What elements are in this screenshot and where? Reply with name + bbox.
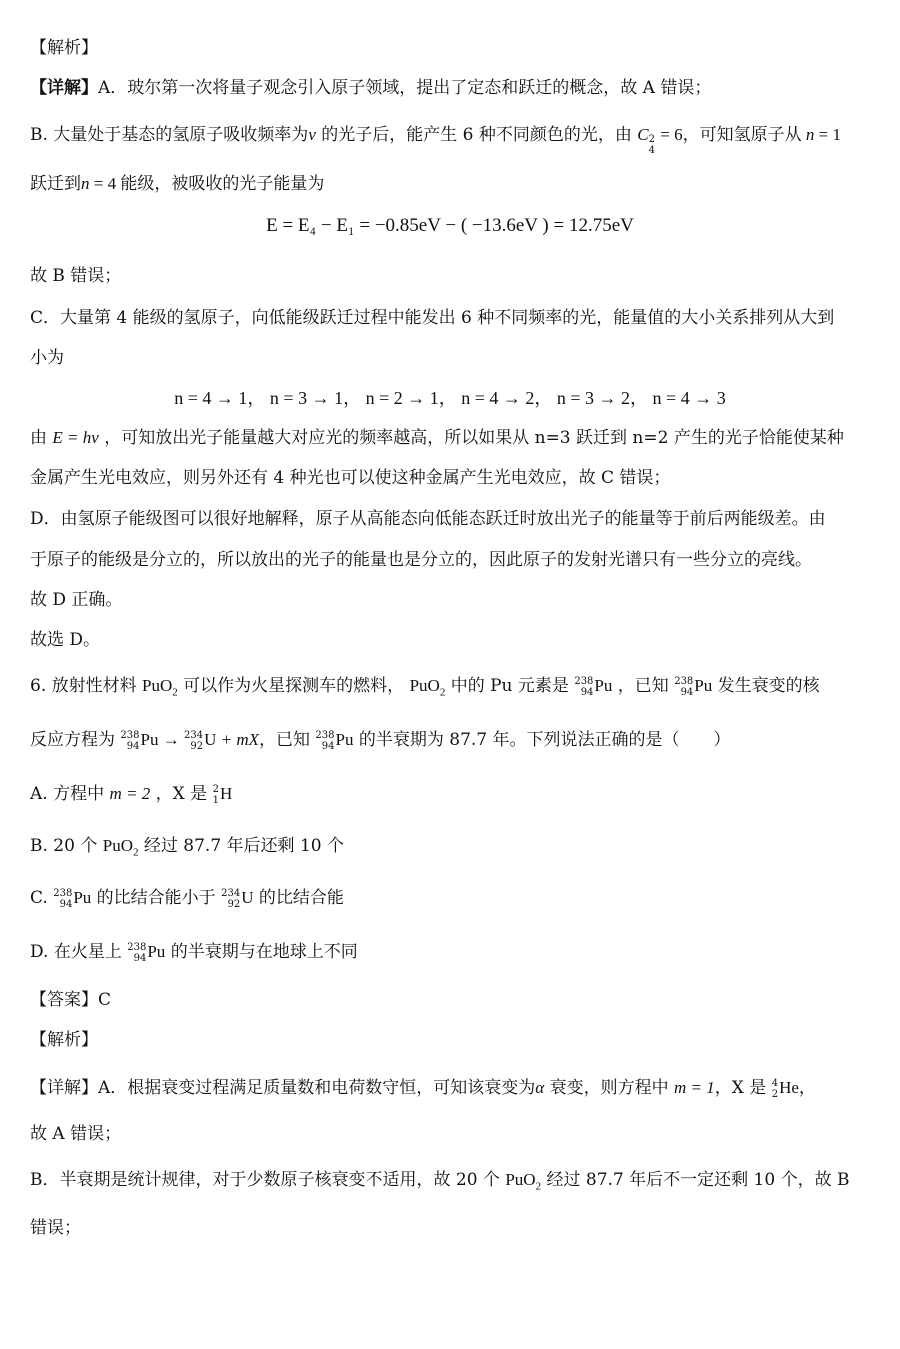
alpha-symbol: α <box>535 1078 545 1097</box>
detail-c-line4: 金属产生光电效应，则另外还有 4 种光也可以使这种金属产生光电效应，故 C 错误； <box>30 468 671 488</box>
question-6-line2: 反应方程为 238 94 Pu → 234 92 U + mX，已知 238 94 Pu 的半衰期为 87.7 年。下列说法正确的是（ ） <box>30 729 731 752</box>
detail-c-line3: 由 E = hν ，可知放出光子能量越大对应光的频率越高，所以如果从 n=3 跃迁到 n=2 产生的光子恰能使某种 <box>30 428 844 448</box>
detail-a <box>30 76 870 100</box>
detail-d-line2: 于原子的能级是分立的，所以放出的光子的能量也是分立的，因此原子的发射光谱只有一些分立的亮线。 <box>30 550 812 570</box>
detail-c-line2: 小为 <box>30 348 64 368</box>
option-c: C. 238 94 Pu 的比结合能小于 234 92 U 的比结合能 <box>30 887 344 910</box>
combination-symbol: C <box>637 125 649 144</box>
detail-b-line1 <box>30 123 870 156</box>
detail-prefix: 【详解】 <box>30 78 98 98</box>
formula-puo2: PuO$_2$ <box>142 676 178 699</box>
question-6-line1: 6. 放射性材料 PuO$_2$ 可以作为火星探测车的燃料， PuO$_2$ 中的 Pu 元素是 238 94 Pu ，已知 238 94 Pu 发生衰变的核 <box>30 675 820 699</box>
option-a: A. 方程中 m = 2 ，X 是 2 1 H <box>30 783 233 806</box>
detail-2-b-line2: 错误； <box>30 1218 81 1238</box>
option-d: D. 在火星上 238 94 Pu 的半衰期与在地球上不同 <box>30 941 358 964</box>
nu-symbol: ν <box>308 125 316 144</box>
text: 的光子后，能产生 6 种不同颜色的光，由 <box>315 125 638 145</box>
combination-indices: 2 4 <box>648 134 656 156</box>
n-symbol: n <box>805 125 815 144</box>
detail-2-a-line2: 故 A 错误； <box>30 1124 122 1144</box>
detail-d-line1: D．由氢原子能级图可以很好地解释，原子从高能态向低能态跃迁时放出光子的能量等于前后两能级差。由 <box>30 509 826 529</box>
detail-d-line3: 故 D 正确。 <box>30 590 123 610</box>
detail-b-line2: 跃迁到n = 4 能级，被吸收的光子能量为 <box>30 174 325 194</box>
planck-equation: E = hν <box>52 428 99 447</box>
final-choice: 故选 D。 <box>30 630 101 650</box>
analysis-tag: 【解析】 <box>30 38 98 58</box>
text: = 6，可知氢原子从 <box>656 125 806 144</box>
pu-isotope-indices: 238 94 <box>574 675 594 698</box>
answer-line: 【答案】C <box>30 990 112 1010</box>
detail-2-b-line1: B．半衰期是统计规律，对于少数原子核衰变不适用，故 20 个 PuO$_2$ 经过 87.7 年后不一定还剩 10 个，故 B <box>30 1170 850 1193</box>
detail-c-line1: C．大量第 4 能级的氢原子，向低能级跃迁过程中能发出 6 种不同频率的光，能量值的大小关系排列从大到 <box>30 308 835 328</box>
detail-2-a-line1: 【详解】A．根据衰变过程满足质量数和电荷数守恒，可知该衰变为α 衰变，则方程中 m = 1，X 是 4 2 He， <box>30 1077 816 1100</box>
transition-sequence: n = 4 → 1， n = 3 → 1， n = 2 → 1， n = 4 → 2， n = 3 → 2， n = 4 → 3 <box>174 388 726 408</box>
option-b: B. 20 个 PuO$_2$ 经过 87.7 年后还剩 10 个 <box>30 836 344 859</box>
analysis-tag-2: 【解析】 <box>30 1030 98 1050</box>
option-a-explanation: A．玻尔第一次将量子观念引入原子领域，提出了定态和跃迁的概念，故 A 错误； <box>98 78 712 98</box>
text: B. 大量处于基态的氢原子吸收频率为 <box>30 125 309 145</box>
energy-equation: E = E₄ − E₁ = −0.85eV − ( −13.6eV ) = 12.75eV <box>266 215 634 236</box>
reaction-arrow: → <box>158 730 184 749</box>
detail-b-conclusion: 故 B 错误； <box>30 266 122 286</box>
text: = 1 <box>814 125 841 144</box>
